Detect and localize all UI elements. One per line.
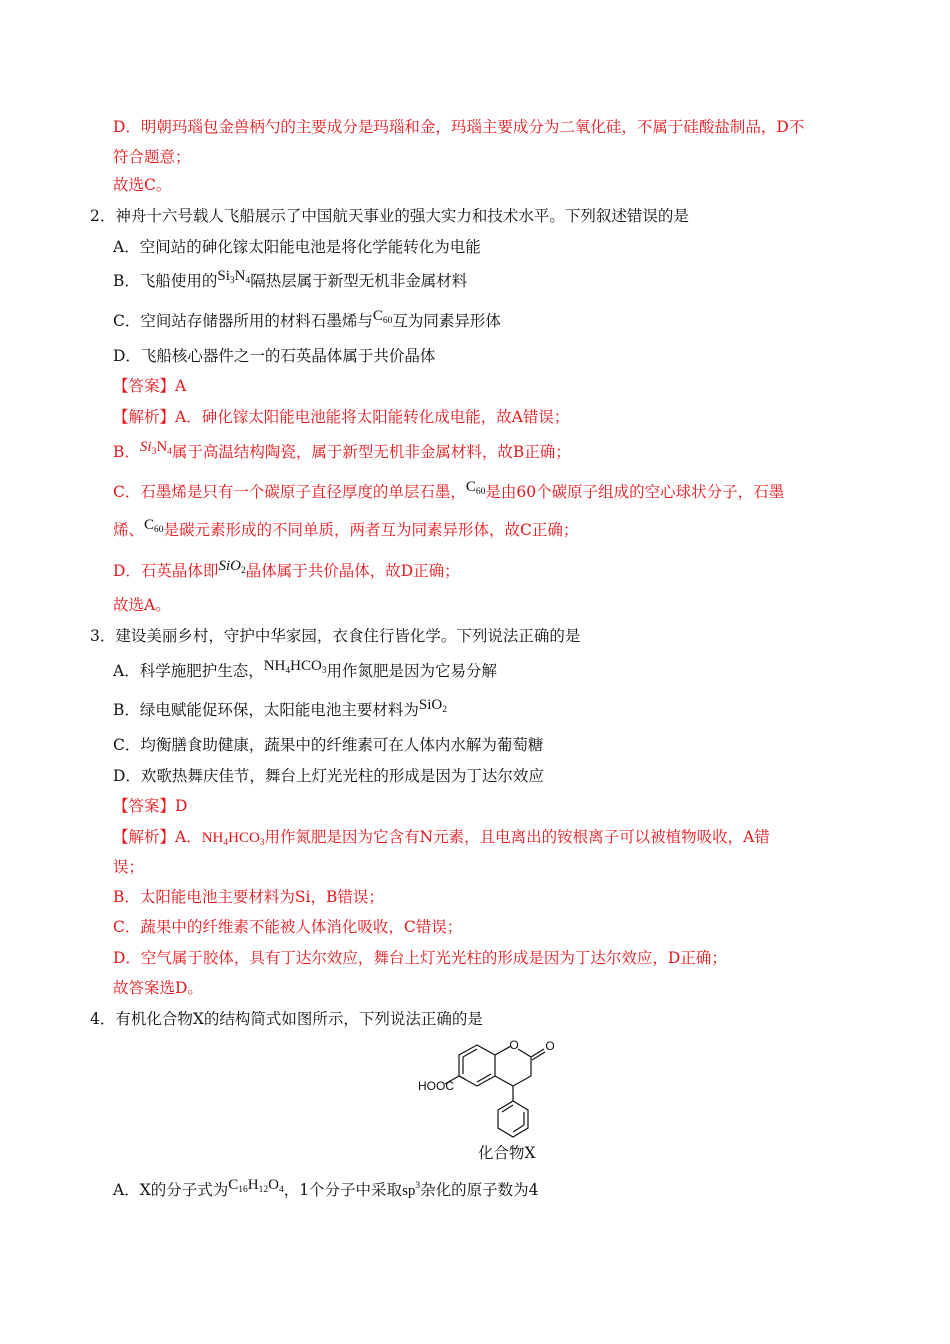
q2-option-c: C．空间站存储器所用的材料石墨烯与$C_{60}$互为同素异形体: [113, 308, 501, 330]
q3-explanation-a: 【解析】A．$NH_4HCO_3$用作氮肥是因为它含有N元素，且电离出的铵根离子可以被植物吸收，A错: [113, 828, 770, 848]
q3-conclusion: 故答案选D。: [113, 979, 203, 997]
q3-option-b: B．绿电赋能促环保，太阳能电池主要材料为SiO$_2$: [113, 697, 447, 719]
sp3-notation: $sp^3$: [402, 1181, 421, 1199]
q2-explanation-d: D．石英晶体即SiO$_2$晶体属于共价晶体，故D正确；: [113, 558, 460, 580]
formula-sio2: SiO$_2$: [218, 558, 246, 576]
formula-c60: $C_{60}$: [465, 479, 486, 497]
q3-explanation-c: C．蔬果中的纤维素不能被人体消化吸收，C错误；: [113, 918, 463, 936]
q3-stem: 3．建设美丽乡村，守护中华家园，衣食住行皆化学。下列说法正确的是: [90, 627, 581, 645]
q2-option-d: D．飞船核心器件之一的石英晶体属于共价晶体: [113, 347, 436, 365]
q3-explanation-a-cont: 误；: [113, 858, 145, 876]
prev-conclusion: 故选C。: [113, 176, 172, 194]
q3-option-a: A．科学施肥护生态，$NH_4HCO_3$用作氮肥是因为它易分解: [113, 658, 498, 680]
formula-c60: $C_{60}$: [372, 308, 393, 326]
atom-o-carbonyl: O: [545, 1039, 555, 1053]
q2-explanation-c-cont: 烯、$C_{60}$是碳元素形成的不同单质，两者互为同素异形体，故C正确；: [113, 517, 579, 539]
q3-option-d: D．欢歌热舞庆佳节，舞台上灯光光柱的形成是因为丁达尔效应: [113, 767, 544, 785]
q2-option-b: B．飞船使用的$Si_3N_4$隔热层属于新型无机非金属材料: [113, 268, 468, 290]
q2-stem: 2．神舟十六号载人飞船展示了中国航天事业的强大实力和技术水平。下列叙述错误的是: [90, 207, 689, 225]
q4-option-a: A．X的分子式为$C_{16}H_{12}O_4$，1个分子中采取$sp^3$杂化的原子数为4: [113, 1177, 539, 1199]
q3-explanation-b: B．太阳能电池主要材料为Si，B错误；: [113, 888, 384, 906]
group-cooh: HOOC: [418, 1079, 454, 1093]
q3-option-c: C．均衡膳食助健康，蔬果中的纤维素可在人体内水解为葡萄糖: [113, 736, 544, 754]
q3-answer: 【答案】D: [113, 797, 188, 815]
atom-o-ring: O: [509, 1038, 519, 1052]
q4-stem: 4．有机化合物X的结构简式如图所示，下列说法正确的是: [90, 1010, 483, 1028]
benzo-ring: [459, 1045, 495, 1086]
compound-caption: 化合物X: [478, 1144, 536, 1162]
q2-conclusion: 故选A。: [113, 596, 171, 614]
prev-option-d-explanation: D．明朝玛瑙包金兽柄勺的主要成分是玛瑙和金，玛瑙主要成分为二氧化硅，不属于硅酸盐制品，D不: [113, 118, 805, 136]
formula-si3n4: $Si_3N_4$: [217, 268, 251, 286]
q3-explanation-d: D．空气属于胶体，具有丁达尔效应，舞台上灯光光柱的形成是因为丁达尔效应，D正确；: [113, 949, 727, 967]
formula-c16h12o4: $C_{16}H_{12}O_4$: [228, 1177, 284, 1195]
formula-si3n4: $Si_3N_4$: [139, 439, 172, 457]
q2-explanation-c: C．石墨烯是只有一个碳原子直径厚度的单层石墨，$C_{60}$是由60个碳原子组成的空心球状分子，石墨: [113, 479, 785, 501]
q2-option-a: A．空间站的砷化镓太阳能电池是将化学能转化为电能: [113, 238, 481, 256]
q2-explanation-b: B．$Si_3N_4$属于高温结构陶瓷，属于新型无机非金属材料，故B正确；: [113, 439, 571, 461]
formula-nh4hco3: $NH_4HCO_3$: [201, 830, 265, 848]
formula-sio2: SiO$_2$: [418, 697, 447, 715]
q2-answer: 【答案】A: [113, 377, 187, 395]
formula-nh4hco3: $NH_4HCO_3$: [263, 658, 327, 676]
formula-c60: $C_{60}$: [144, 517, 164, 535]
q2-explanation-a: 【解析】A．砷化镓太阳能电池能将太阳能转化成电能，故A错误；: [113, 408, 570, 426]
prev-option-d-explanation-cont: 符合题意；: [113, 148, 191, 166]
